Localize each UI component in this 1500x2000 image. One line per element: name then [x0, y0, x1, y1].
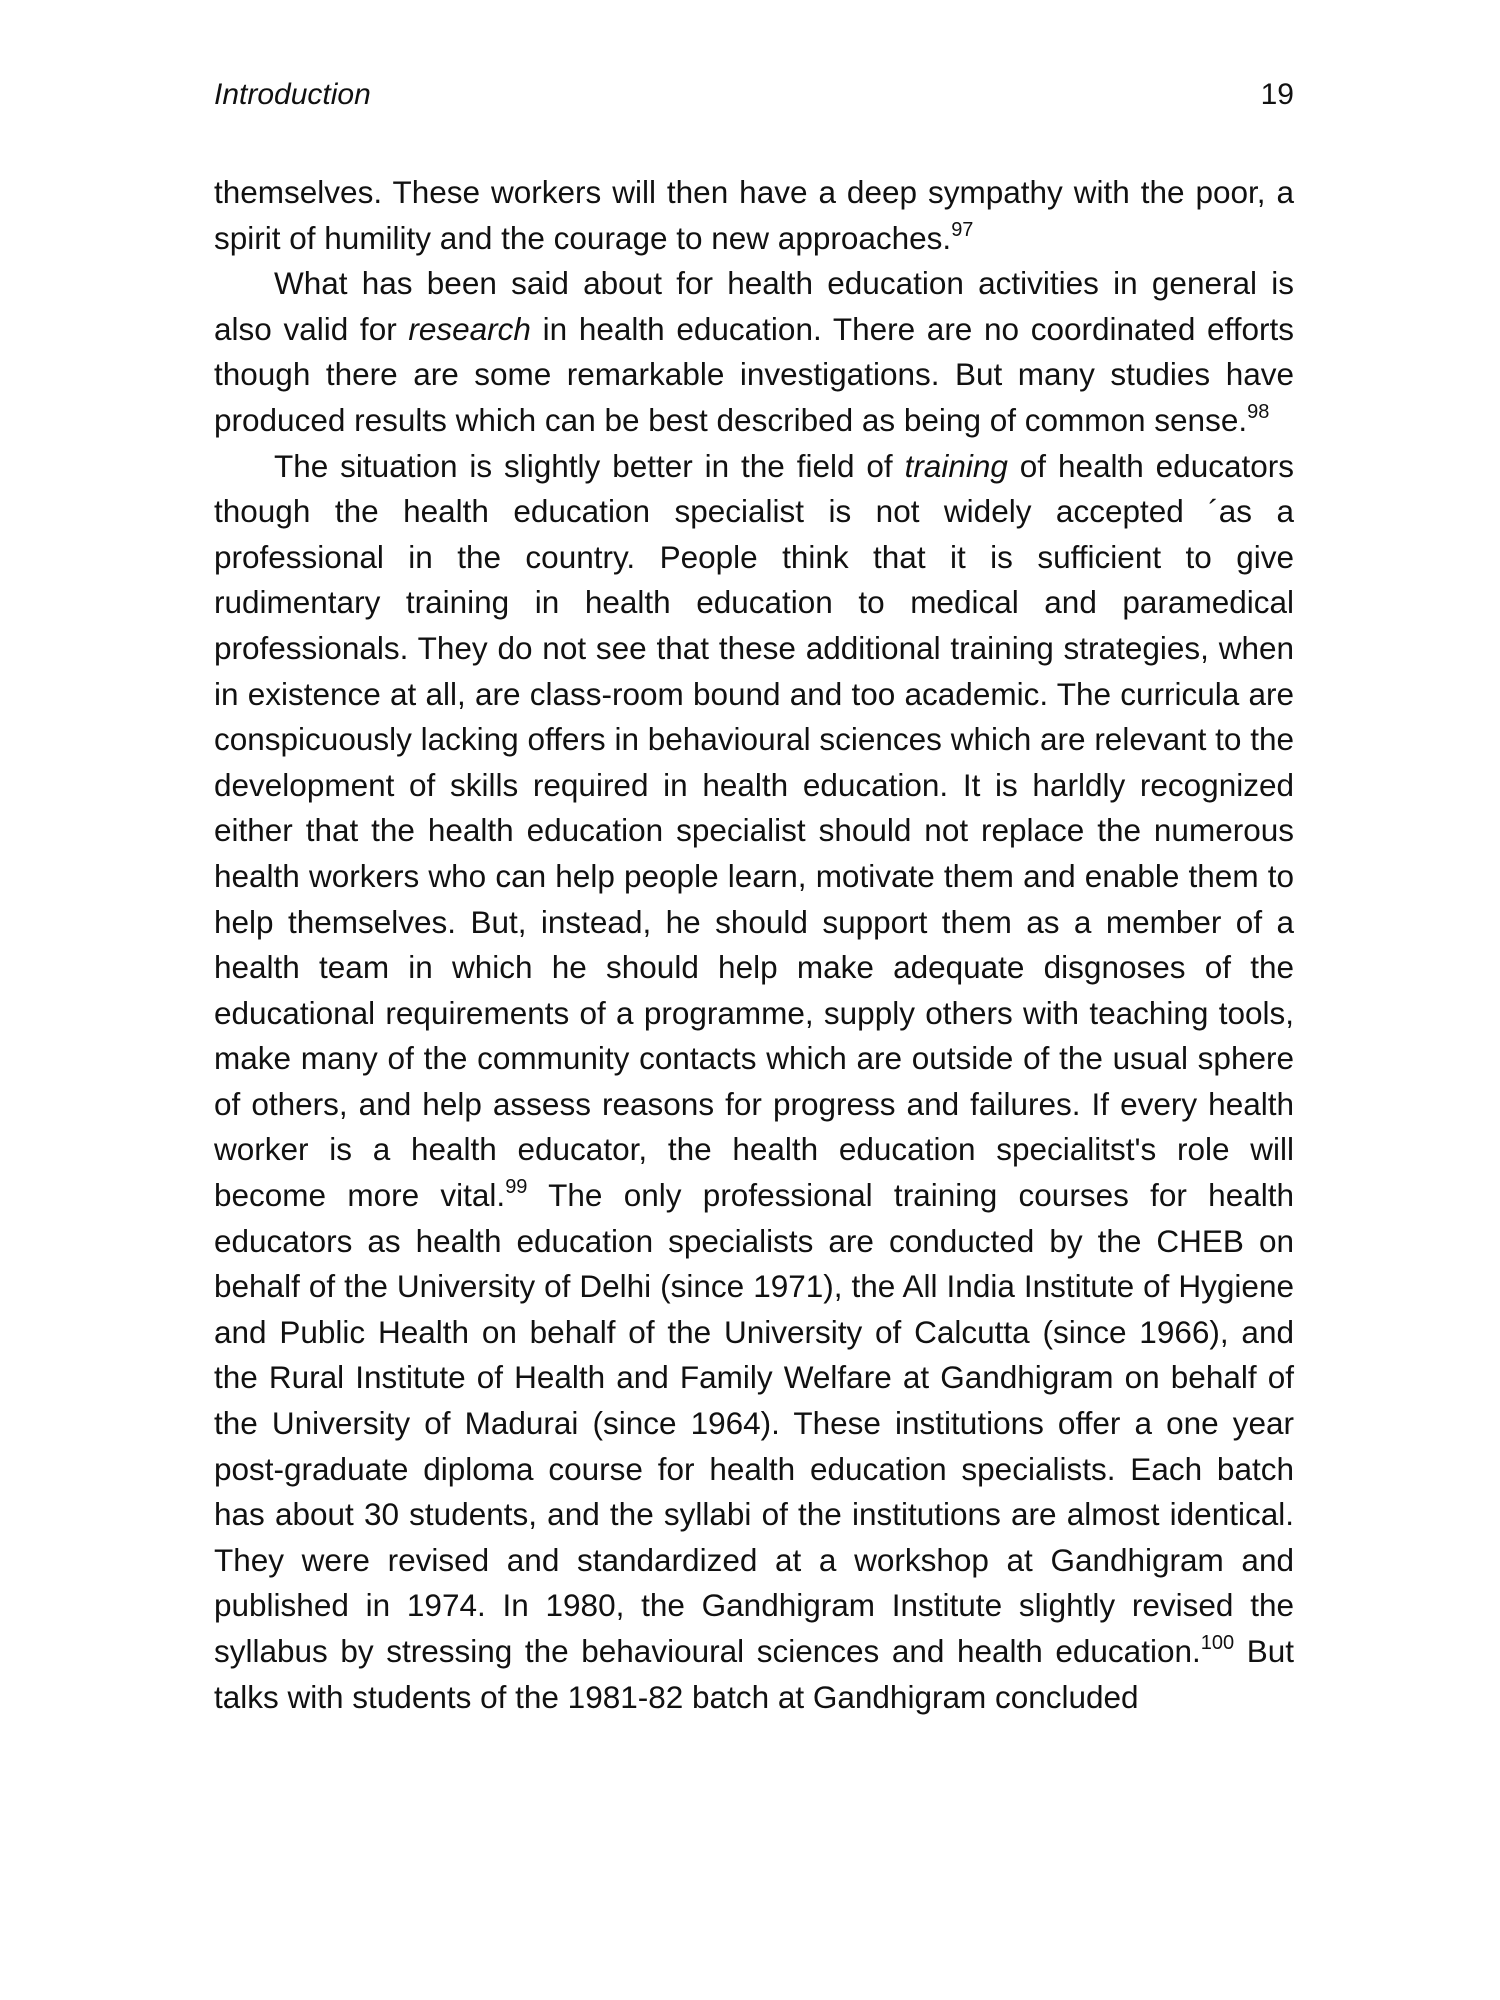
page-number: 19	[1260, 78, 1294, 111]
body-text	[214, 170, 1294, 1720]
footnote-ref-97: 97	[951, 218, 974, 241]
running-head	[214, 78, 1294, 124]
running-title: Introduction	[214, 78, 371, 111]
text-run: What has been said about for health education activities in general is also valid for	[214, 265, 1294, 347]
text-run: The situation is slightly better in the field of	[274, 447, 905, 484]
paragraph-2	[214, 261, 1294, 443]
text-run: of health educators though the health education specialist is not widely accepted ´as a professional in the country. People think that it is sufficient to give rudimentary training in health education to medical and paramedical professionals. They do not see that these additional training strategies, when in existence at all, are class-room bound and too academic. The curricula are conspicuously lacking offers in behavioural sciences which are relevant to the development of skills required in health education. It is harldly recognized either that the health education specialist should not replace the numerous health workers who can help people learn, motivate them and enable them to help themselves. But, instead, he should support them as a member of a health team in which he should help make adequate disgnoses of the educational requirements of a programme, supply others with teaching tools, make many of the community contacts which are outside of the usual sphere of others, and help assess reasons for progress and failures. If every health worker is a health educator, the health education specialitst's role will become more vital.	[214, 447, 1294, 1214]
emphasis-training: training	[904, 447, 1008, 484]
footnote-ref-99: 99	[505, 1176, 528, 1199]
footnote-ref-98: 98	[1247, 400, 1270, 423]
footnote-ref-100: 100	[1200, 1632, 1235, 1654]
emphasis-research: research	[408, 310, 531, 347]
text-run: The only professional training courses for health educators as health education specialists are conducted by the CHEB on behalf of the University of Delhi (since 1971), the All India Institute of Hygiene and Public Health on behalf of the University of Calcutta (since 1966), and the Rural Institute of Health and Family Welfare at Gandhigram on behalf of the University of Madurai (since 1964). These institutions offer a one year post-graduate diploma course for health education specialists. Each batch has about 30 students, and the syllabi of the institutions are almost identical. They were revised and standardized at a workshop at Gandhigram and published in 1974. In 1980, the Gandhigram Institute slightly revised the syllabus by stressing the behavioural sciences and health education.	[214, 1177, 1294, 1669]
paragraph-3	[214, 444, 1294, 1721]
paragraph-1	[214, 170, 1294, 261]
text-run: in health education. There are no coordinated efforts though there are some remarkable investigations. But many studies have produced results which can be best described as being of common sense.	[214, 310, 1294, 438]
text-run: But talks with students of the 1981-82 batch at Gandhigram concluded	[214, 1633, 1294, 1715]
book-page	[214, 78, 1294, 1720]
text-run: themselves. These workers will then have a deep sympathy with the poor, a spirit of humility and the courage to new approaches.	[214, 174, 1294, 256]
